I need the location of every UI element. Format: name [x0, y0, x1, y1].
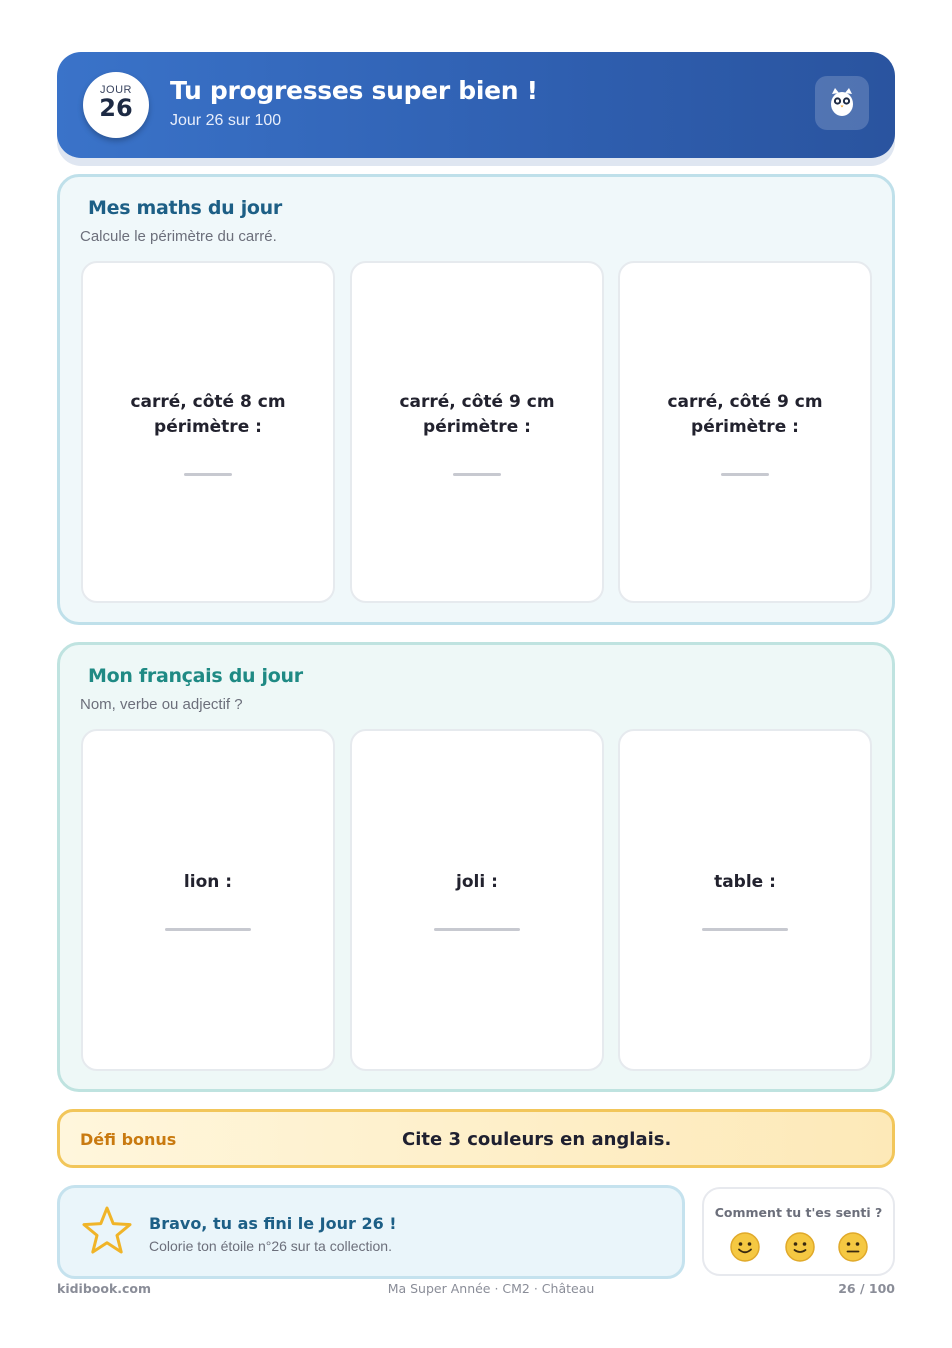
page-subtitle: Jour 26 sur 100 [170, 112, 282, 129]
page-title: Tu progresses super bien ! [170, 76, 538, 105]
bonus-challenge [57, 1109, 895, 1168]
maths-question-prompt: périmètre : [691, 417, 799, 437]
completion-title: Bravo, tu as fini le Jour 26 ! [149, 1214, 397, 1233]
francais-card [81, 729, 335, 1071]
completion-subtitle: Colorie ton étoile n°26 sur ta collection. [149, 1238, 392, 1254]
francais-card [618, 729, 872, 1071]
maths-title: Mes maths du jour [88, 197, 282, 219]
mascot-button[interactable] [815, 76, 869, 130]
answer-line[interactable] [165, 928, 251, 931]
francais-card [350, 729, 604, 1071]
maths-question [83, 390, 333, 440]
maths-section [57, 174, 895, 625]
footer-book: Ma Super Année · CM2 · Château [387, 1281, 595, 1296]
day-badge [83, 72, 149, 138]
answer-line[interactable] [721, 473, 769, 476]
completion-banner [57, 1185, 685, 1279]
francais-word: table : [714, 872, 776, 892]
answer-line[interactable] [184, 473, 232, 476]
francais-instruction: Nom, verbe ou adjectif ? [80, 696, 243, 713]
day-badge-number: 26 [99, 94, 133, 122]
maths-question-prompt: périmètre : [154, 417, 262, 437]
bonus-text: Cite 3 couleurs en anglais. [402, 1129, 672, 1150]
maths-question [620, 390, 870, 440]
smile-face-icon[interactable] [784, 1231, 816, 1263]
answer-line[interactable] [453, 473, 501, 476]
maths-instruction: Calcule le périmètre du carré. [80, 228, 277, 245]
day-header [57, 52, 895, 158]
mood-check [702, 1187, 895, 1276]
smile-face-icon[interactable] [729, 1231, 761, 1263]
francais-title: Mon français du jour [88, 665, 303, 687]
mood-title: Comment tu t'es senti ? [714, 1205, 883, 1220]
maths-question-prompt: périmètre : [423, 417, 531, 437]
neutral-face-icon[interactable] [837, 1231, 869, 1263]
bonus-label: Défi bonus [80, 1130, 177, 1149]
maths-question-shape: carré, côté 9 cm [399, 392, 555, 412]
maths-question-shape: carré, côté 8 cm [130, 392, 286, 412]
answer-line[interactable] [434, 928, 520, 931]
star-icon[interactable] [80, 1204, 134, 1258]
francais-word: joli : [456, 872, 498, 892]
francais-section [57, 642, 895, 1092]
answer-line[interactable] [702, 928, 788, 931]
francais-word: lion : [183, 872, 233, 892]
footer-site: kidibook.com [57, 1281, 152, 1296]
day-badge-label: JOUR [100, 84, 132, 96]
owl-icon [815, 76, 869, 130]
maths-card [350, 261, 604, 603]
maths-card [618, 261, 872, 603]
maths-card [81, 261, 335, 603]
maths-question-shape: carré, côté 9 cm [667, 392, 823, 412]
maths-question [352, 390, 602, 440]
footer-page-number: 26 / 100 [838, 1281, 895, 1296]
